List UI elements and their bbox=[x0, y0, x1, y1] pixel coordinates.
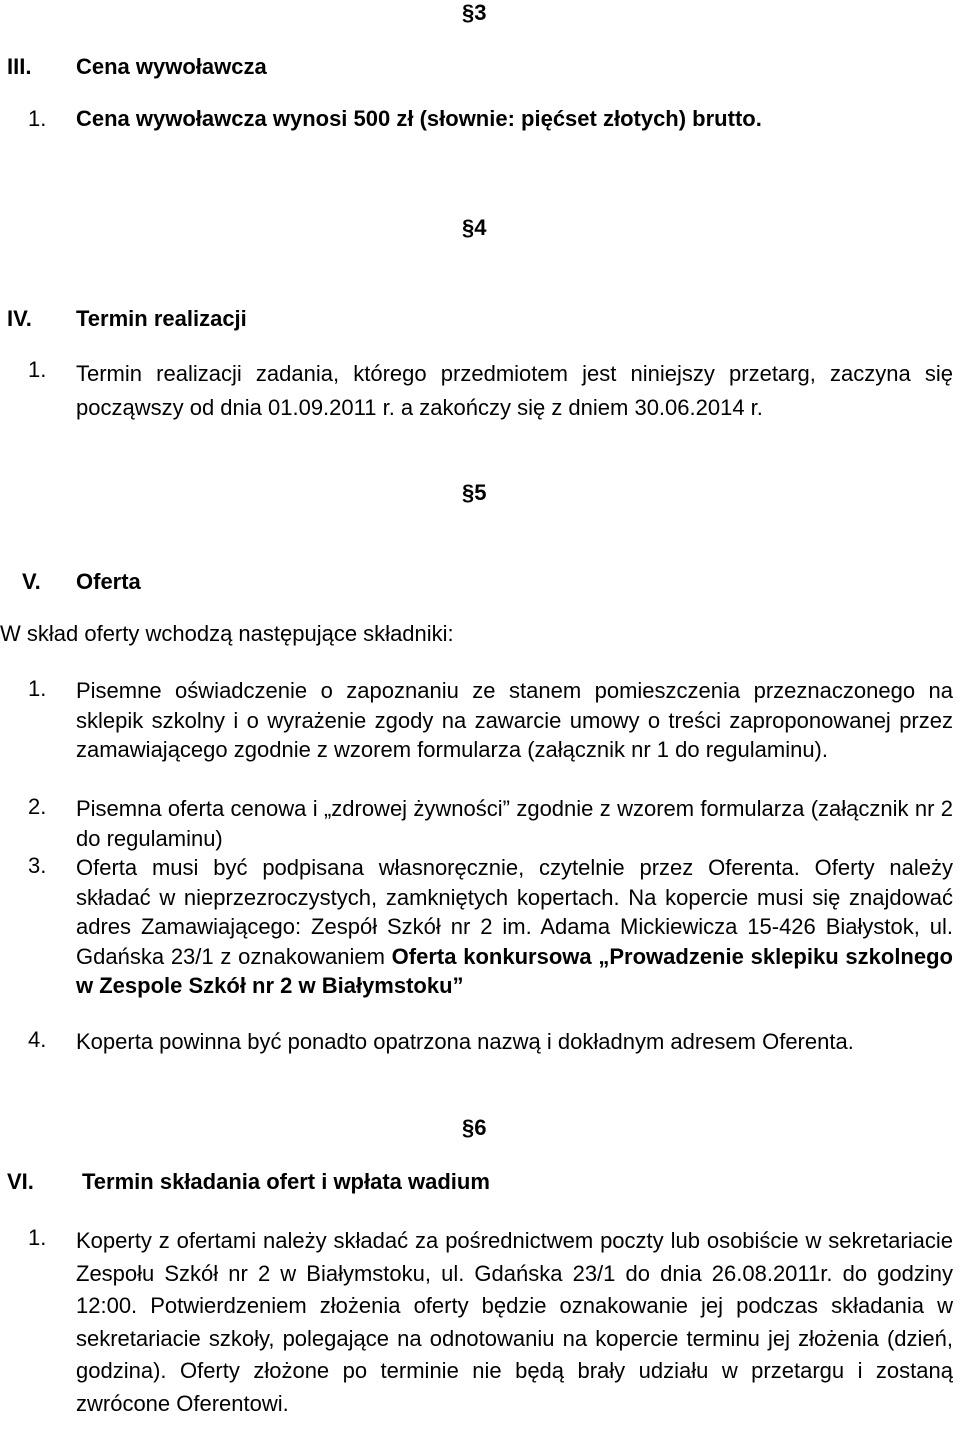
section-title-4: Termin realizacji bbox=[76, 306, 247, 331]
section-roman-6: VI. bbox=[7, 1169, 34, 1194]
section-title-3: Cena wywoławcza bbox=[76, 54, 267, 79]
item-text: Pisemne oświadczenie o zapoznaniu ze stanem pomieszczenia przeznaczonego na sklepik szkolny i o wyrażenie zgody na zawarcie umowy o treści zaproponowanej przez zamawiającego zgodnie z wzorem formularza (załącznik nr 1 do regulaminu). bbox=[76, 678, 953, 762]
section-roman-5: V. bbox=[22, 569, 41, 594]
section-title-6: Termin składania ofert i wpłata wadium bbox=[82, 1169, 490, 1194]
item-number: 2. bbox=[28, 794, 47, 819]
section-title-5: Oferta bbox=[76, 569, 141, 594]
item-number: 1. bbox=[28, 357, 47, 382]
item-text: Cena wywoławcza wynosi 500 zł (słownie: pięćset złotych) brutto. bbox=[76, 106, 762, 131]
item-text: Koperta powinna być ponadto opatrzona nazwą i dokładnym adresem Oferenta. bbox=[76, 1029, 854, 1054]
section-roman-3: III. bbox=[7, 54, 32, 79]
section-mark-5: §5 bbox=[462, 480, 487, 505]
item-number: 3. bbox=[28, 853, 47, 878]
item-number: 4. bbox=[28, 1027, 47, 1052]
section-roman-4: IV. bbox=[7, 306, 32, 331]
section-mark-6: §6 bbox=[462, 1115, 487, 1140]
item-text: Termin realizacji zadania, którego przedmiotem jest niniejszy przetarg, zaczyna się począwszy od dnia 01.09.2011 r. a zakończy się z dniem 30.06.2014 r. bbox=[76, 361, 953, 420]
item-text: Pisemna oferta cenowa i „zdrowej żywności” zgodnie z wzorem formularza (załącznik nr 2 do regulaminu) bbox=[76, 796, 953, 851]
item-number: 1. bbox=[28, 106, 47, 131]
item-text: Oferta musi być podpisana własnoręcznie, czytelnie przez Oferenta. Oferty należy składać w nieprzezroczystych, zamkniętych kopertach. Na kopercie musi się znajdować adres Zamawiającego: Zespół Szkół nr 2 im. Adama Mickiewicza 15-426 Białystok, ul. Gdańska 23/1 z oznakowaniem bbox=[76, 855, 953, 969]
section-mark-3: §3 bbox=[462, 0, 487, 25]
item-text-block bbox=[76, 853, 953, 1001]
item-text: Koperty z ofertami należy składać za pośrednictwem poczty lub osobiście w sekretariacie Zespołu Szkół nr 2 w Białymstoku, ul. Gdańska 23/1 do dnia 26.08.2011r. do godziny 12:00. Potwierdzeniem złożenia oferty będzie oznakowanie jej podczas składania w sekretariacie szkoły, polegające na odnotowaniu na kopercie terminu jej złożenia (dzień, godzina). Oferty złożone po terminie nie będą brały udziału w przetargu i zostaną zwrócone Oferentowi. bbox=[76, 1228, 953, 1416]
section-mark-4: §4 bbox=[462, 215, 487, 240]
section-intro: W skład oferty wchodzą następujące składniki: bbox=[0, 621, 454, 646]
item-number: 1. bbox=[28, 676, 47, 701]
item-number: 1. bbox=[28, 1225, 47, 1250]
item-bold-text: Oferta konkursowa „Prowadzenie sklepiku szkolnego w Zespole Szkół nr 2 w Białymstoku” bbox=[76, 943, 953, 998]
